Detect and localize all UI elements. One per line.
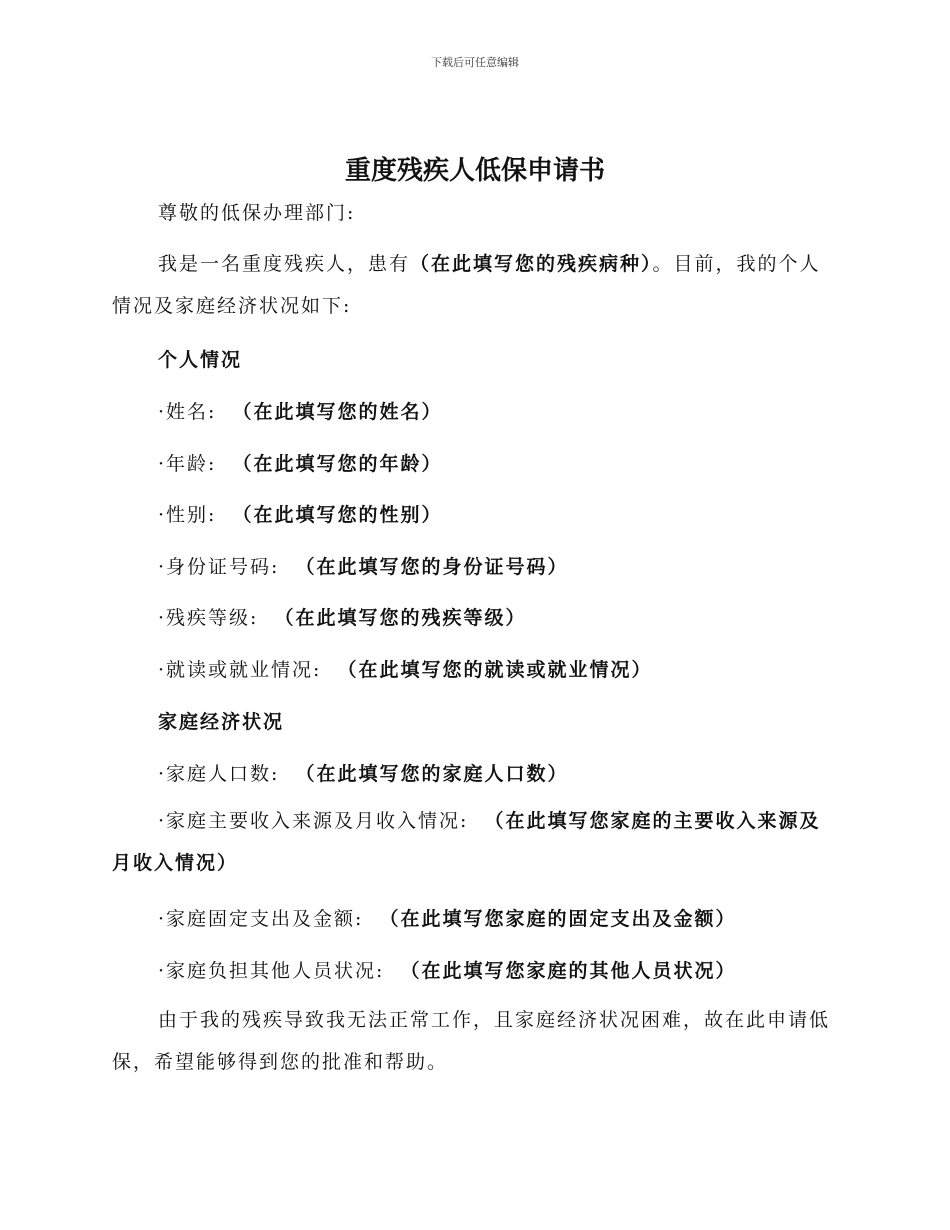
item-placeholder: （在此填写您家庭的固定支出及金额） [379,908,737,930]
item-placeholder: （在此填写您的性别） [232,504,443,526]
personal-item-age [158,449,443,476]
item-label: ·家庭主要收入来源及月收入情况: [158,810,469,832]
item-label: ·残疾等级: [158,607,259,629]
item-placeholder: （在此填写您的家庭人口数） [295,763,569,785]
item-placeholder: （在此填写您的年龄） [232,453,443,475]
personal-item-id-number [158,552,569,579]
family-item-expenses [158,904,737,931]
personal-item-disability-level [158,603,527,630]
item-placeholder: （在此填写您家庭的主要收入来源及月收入情况） [112,810,821,874]
item-placeholder: （在此填写您家庭的其他人员状况） [400,960,737,982]
intro-text-after: 。目前，我的个人情况及家庭经济状况如下: [112,253,821,317]
item-label: ·性别: [158,504,217,526]
personal-item-name [158,397,443,424]
item-placeholder: （在此填写您的残疾等级） [274,607,527,629]
intro-paragraph [112,243,832,327]
page-header-note: 下载后可任意编辑 [431,56,519,69]
personal-item-study-work [158,655,653,682]
family-item-size [158,759,569,786]
personal-item-gender [158,500,443,527]
item-label: ·姓名: [158,401,217,423]
item-label: ·家庭负担其他人员状况: [158,960,385,982]
closing-text: 由于我的残疾导致我无法正常工作，且家庭经济状况困难，故在此申请低保，希望能够得到您的批准和帮助。 [112,1009,831,1073]
family-section-heading: 家庭经济状况 [158,711,285,733]
item-label: ·家庭固定支出及金额: [158,908,364,930]
family-item-dependents [158,956,737,983]
item-label: ·身份证号码: [158,556,280,578]
closing-paragraph [112,999,832,1083]
item-label: ·家庭人口数: [158,763,280,785]
intro-text-before: 我是一名重度残疾人，患有 [158,253,411,275]
salutation: 尊敬的低保办理部门: [158,202,356,224]
disease-placeholder: （在此填写您的残疾病种） [410,253,653,275]
item-placeholder: （在此填写您的身份证号码） [295,556,569,578]
document-title: 重度残疾人低保申请书 [344,156,605,186]
family-item-income [112,800,832,884]
item-placeholder: （在此填写您的就读或就业情况） [337,659,653,681]
item-label: ·就读或就业情况: [158,659,322,681]
personal-section-heading: 个人情况 [158,349,243,371]
item-placeholder: （在此填写您的姓名） [232,401,443,423]
item-label: ·年龄: [158,453,217,475]
